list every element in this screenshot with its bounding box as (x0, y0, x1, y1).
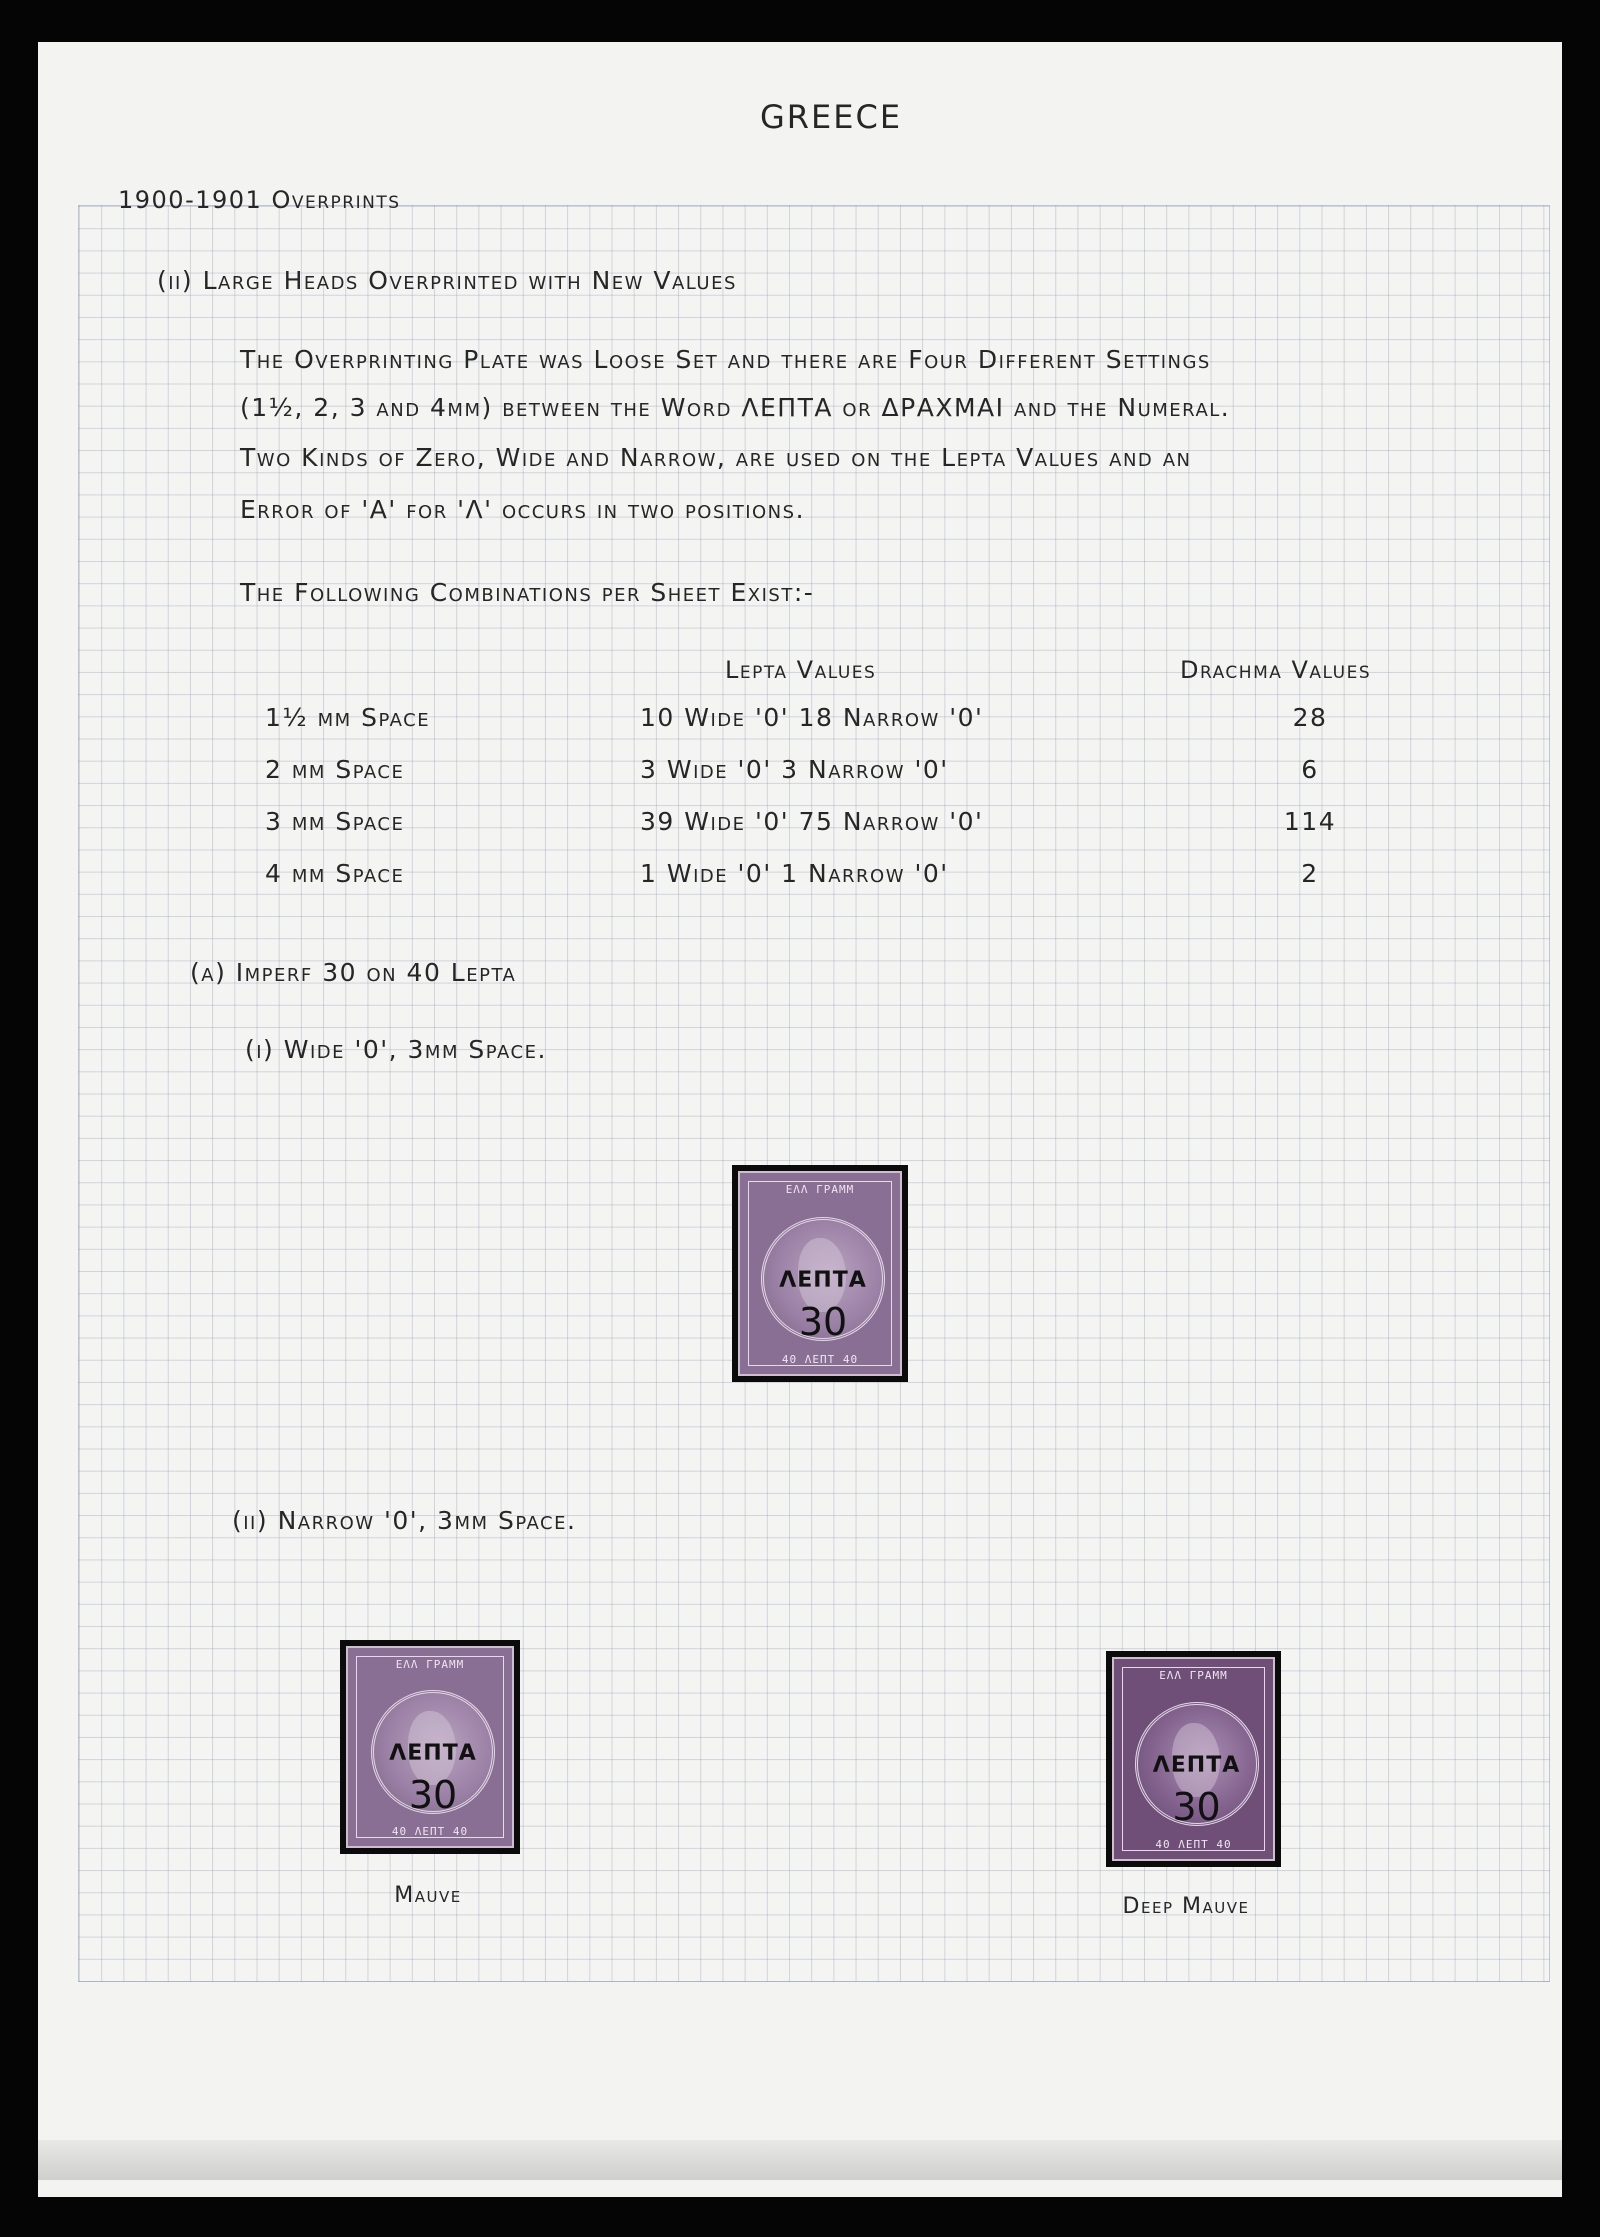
table-row-space: 1½ mm Space (265, 703, 431, 732)
table-row-drachma: 28 (1292, 703, 1328, 732)
table-row-space: 3 mm Space (265, 807, 405, 836)
subsection-ii: (ii) Narrow '0', 3mm Space. (232, 1506, 577, 1535)
stamp-bottom-text: 40 ΛΕΠΤ 40 (1155, 1838, 1232, 1851)
hermes-head-icon (761, 1217, 885, 1344)
subsection-a: (a) Imperf 30 on 40 Lepta (190, 958, 517, 987)
paragraph-line: (1½, 2, 3 and 4mm) between the Word ΛΕΠΤΑ or ΔΡΑΧΜΑΙ and the Numeral. (240, 393, 1231, 422)
stamp-bottom-text: 40 ΛΕΠΤ 40 (391, 1825, 469, 1838)
hermes-head-icon (371, 1690, 495, 1817)
overprint-word: ΛΕΠΤΑ (389, 1741, 477, 1766)
paragraph-line: Two Kinds of Zero, Wide and Narrow, are used on the Lepta Values and an (240, 443, 1192, 472)
page-edge (38, 2140, 1562, 2180)
stamp-mauve[interactable] (346, 1646, 514, 1848)
page-title: GREECE (760, 98, 903, 136)
paragraph-line: The Overprinting Plate was Loose Set and there are Four Different Settings (240, 345, 1211, 374)
section-heading: (ii) Large Heads Overprinted with New Values (157, 266, 737, 295)
overprint-value: 30 (1172, 1785, 1221, 1829)
era-heading: 1900-1901 Overprints (118, 186, 401, 214)
stamp-top-text: ΕΛΛ ΓΡΑΜΜ (785, 1183, 855, 1196)
stamp-mount (1106, 1651, 1281, 1867)
hermes-head-icon (1135, 1702, 1259, 1829)
overprint-word: ΛΕΠΤΑ (779, 1267, 867, 1293)
table-row-lepta: 3 Wide '0' 3 Narrow '0' (640, 755, 949, 784)
drachma-values-header: Drachma Values (1180, 656, 1372, 684)
paragraph-line: Error of 'Α' for 'Λ' occurs in two positions. (240, 495, 806, 524)
subsection-i: (i) Wide '0', 3mm Space. (245, 1035, 547, 1064)
stamp-top-text: ΕΛΛ ΓΡΑΜΜ (395, 1658, 465, 1671)
table-row-lepta: 10 Wide '0' 18 Narrow '0' (640, 703, 984, 732)
stamp-wide-zero[interactable] (738, 1171, 902, 1376)
table-row-drachma: 114 (1283, 807, 1337, 836)
stamp-mount (340, 1640, 520, 1854)
stamp-mount (732, 1165, 908, 1382)
overprint-word: ΛΕΠΤΑ (1152, 1753, 1241, 1778)
stamp-bottom-text: 40 ΛΕΠΤ 40 (781, 1353, 859, 1366)
table-row-lepta: 39 Wide '0' 75 Narrow '0' (640, 807, 984, 836)
overprint-value: 30 (798, 1299, 848, 1344)
table-row-space: 2 mm Space (265, 755, 405, 784)
table-row-lepta: 1 Wide '0' 1 Narrow '0' (640, 859, 949, 888)
lepta-values-header: Lepta Values (725, 656, 877, 684)
combinations-intro: The Following Combinations per Sheet Exist:- (240, 578, 815, 607)
table-row-space: 4 mm Space (265, 859, 405, 888)
overprint-value: 30 (408, 1773, 458, 1817)
stamp-deep-mauve[interactable] (1112, 1657, 1275, 1861)
stamp-top-text: ΕΛΛ ΓΡΑΜΜ (1159, 1669, 1228, 1682)
table-row-drachma: 2 (1301, 859, 1319, 888)
stamp-caption: Deep Mauve (1122, 1894, 1250, 1919)
stamp-caption: Mauve (394, 1883, 462, 1908)
table-row-drachma: 6 (1301, 755, 1319, 784)
